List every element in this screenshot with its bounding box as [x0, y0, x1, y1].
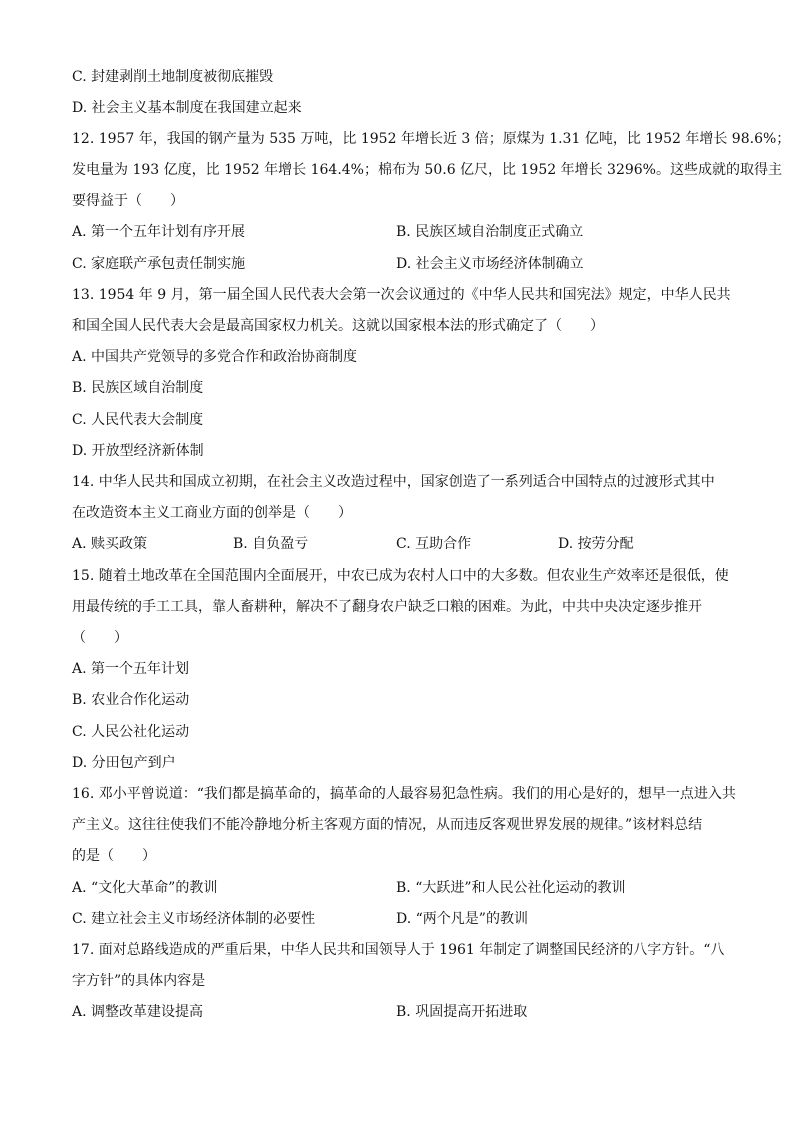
q12-stem-line-2: 发电量为 193 亿度，比 1952 年增长 164.4%；棉布为 50.6 亿尺，比 1952 年增长 3296%。这些成就的取得主	[72, 162, 782, 178]
q11-option-d: D. 社会主义基本制度在我国建立起来	[72, 100, 302, 116]
q16-option-a: A. “文化大革命”的教训	[72, 880, 218, 896]
q15-option-a: A. 第一个五年计划	[72, 661, 190, 677]
q13-option-d: D. 开放型经济新体制	[72, 443, 204, 459]
q15-stem-line-3: （ ）	[72, 630, 128, 646]
q12-option-b: B. 民族区域自治制度正式确立	[396, 224, 584, 240]
q16-stem-line-1: 16. 邓小平曾说道：“我们都是搞革命的，搞革命的人最容易犯急性病。我们的用心是好的，想早一点进入共	[72, 786, 736, 802]
q14-option-c: C. 互助合作	[396, 536, 472, 552]
q15-option-c: C. 人民公社化运动	[72, 724, 190, 740]
q14-option-d: D. 按劳分配	[558, 536, 634, 552]
q13-option-a: A. 中国共产党领导的多党合作和政治协商制度	[72, 349, 358, 365]
q11-option-c: C. 封建剥削土地制度被彻底摧毁	[72, 69, 274, 85]
q16-stem-line-2: 产主义。这往往使我们不能冷静地分析主客观方面的情况，从而违反客观世界发展的规律。”该材料总结	[72, 817, 703, 833]
q16-option-b: B. “大跃进”和人民公社化运动的教训	[396, 880, 626, 896]
q12-stem-line-1: 12. 1957 年，我国的钢产量为 535 万吨，比 1952 年增长近 3 倍；原煤为 1.31 亿吨，比 1952 年增长 98.6%；	[72, 131, 791, 147]
q15-stem-line-1: 15. 随着土地改革在全国范围内全面展开，中农已成为农村人口中的大多数。但农业生产效率还是很低，使	[72, 568, 729, 584]
q15-option-d: D. 分田包产到户	[72, 755, 176, 771]
q16-option-c: C. 建立社会主义市场经济体制的必要性	[72, 911, 316, 927]
q13-stem-line-2: 和国全国人民代表大会是最高国家权力机关。这就以国家根本法的形式确定了（ ）	[72, 318, 604, 334]
q14-stem-line-1: 14. 中华人民共和国成立初期，在社会主义改造过程中，国家创造了一系列适合中国特点的过渡形式其中	[72, 474, 715, 490]
q17-stem-line-1: 17. 面对总路线造成的严重后果，中华人民共和国领导人于 1961 年制定了调整国民经济的八字方针。“八	[72, 942, 725, 958]
q16-option-d: D. “两个凡是”的教训	[396, 911, 528, 927]
q15-stem-line-2: 用最传统的手工工具，靠人畜耕种，解决不了翻身农户缺乏口粮的困难。为此，中共中央决定逐步推开	[72, 599, 702, 615]
q17-stem-line-2: 字方针”的具体内容是	[72, 973, 206, 989]
q17-option-a: A. 调整改革建设提高	[72, 1004, 204, 1020]
q13-option-b: B. 民族区域自治制度	[72, 380, 204, 396]
q14-option-a: A. 赎买政策	[72, 536, 148, 552]
q14-stem-line-2: 在改造资本主义工商业方面的创举是（ ）	[72, 505, 352, 521]
q13-option-c: C. 人民代表大会制度	[72, 412, 204, 428]
q12-option-d: D. 社会主义市场经济体制确立	[396, 256, 584, 272]
q16-stem-line-3: 的是（ ）	[72, 848, 156, 864]
q14-option-b: B. 自负盈亏	[233, 536, 309, 552]
q12-option-a: A. 第一个五年计划有序开展	[72, 224, 246, 240]
q17-option-b: B. 巩固提高开拓进取	[396, 1004, 528, 1020]
q12-option-c: C. 家庭联产承包责任制实施	[72, 256, 246, 272]
q15-option-b: B. 农业合作化运动	[72, 692, 190, 708]
q12-stem-line-3: 要得益于（ ）	[72, 193, 184, 209]
q13-stem-line-1: 13. 1954 年 9 月，第一届全国人民代表大会第一次会议通过的《中华人民共和国宪法》规定，中华人民共	[72, 287, 731, 303]
